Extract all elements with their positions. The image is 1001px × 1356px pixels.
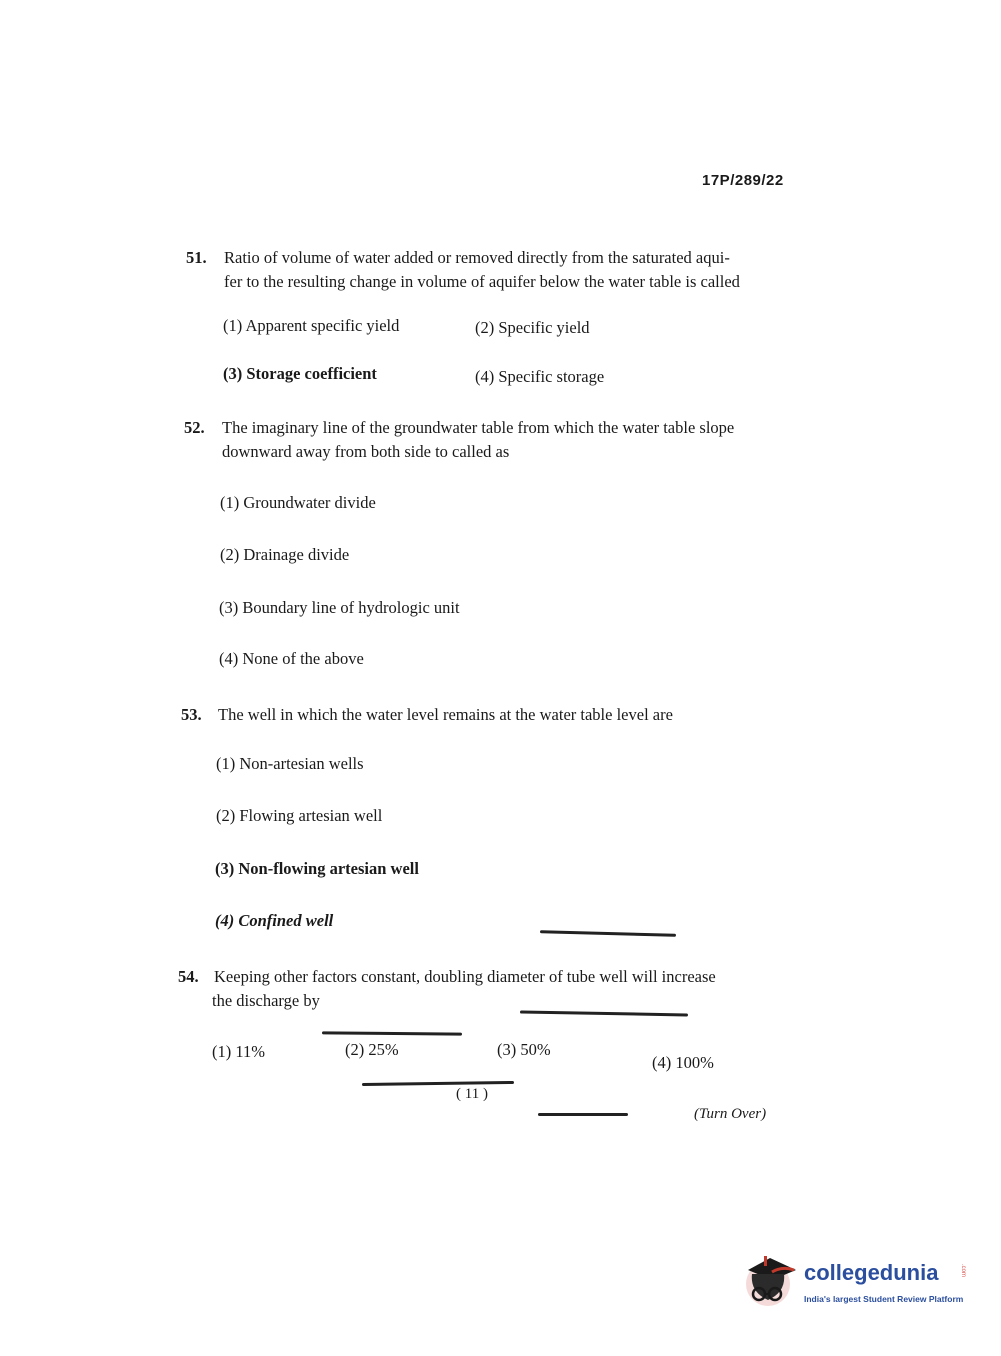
question-52 <box>184 416 804 466</box>
option-52-4: (4) None of the above <box>219 649 364 668</box>
question-number: 52. <box>184 418 205 437</box>
option-53-3: (3) Non-flowing artesian well <box>215 859 419 878</box>
question-51 <box>186 246 806 296</box>
question-text-line2: downward away from both side to called as <box>222 442 510 461</box>
option-54-4: (4) 100% <box>652 1053 714 1072</box>
brand-dotcom: .com <box>960 1264 966 1278</box>
option-53-2: (2) Flowing artesian well <box>216 806 383 825</box>
question-text-line1: Keeping other factors constant, doubling diameter of tube well will increase <box>214 967 716 986</box>
option-51-2: (2) Specific yield <box>475 318 590 337</box>
question-53 <box>181 703 801 729</box>
turn-over-note: (Turn Over) <box>694 1106 767 1122</box>
option-54-1: (1) 11% <box>212 1042 265 1061</box>
page-number: ( 11 ) <box>456 1086 488 1102</box>
mascot-icon <box>742 1250 802 1312</box>
paper-code: 17P/289/22 <box>702 172 784 189</box>
question-text-line1: The well in which the water level remains at the water table level are <box>218 705 673 724</box>
option-51-4: (4) Specific storage <box>475 367 605 386</box>
option-51-1: (1) Apparent specific yield <box>223 316 400 335</box>
option-51-3: (3) Storage coefficient <box>223 364 377 383</box>
collegedunia-watermark <box>742 1250 972 1320</box>
scan-mark <box>540 930 676 937</box>
option-52-2: (2) Drainage divide <box>220 545 350 564</box>
question-54 <box>178 965 798 1015</box>
question-number: 53. <box>181 705 202 724</box>
scan-mark <box>538 1113 628 1116</box>
scan-mark <box>322 1031 462 1035</box>
question-text-line1: Ratio of volume of water added or removed directly from the saturated aqui- <box>224 248 730 267</box>
question-text-line2: fer to the resulting change in volume of aquifer below the water table is called <box>224 272 740 291</box>
option-52-3: (3) Boundary line of hydrologic unit <box>219 598 460 617</box>
scan-mark <box>362 1081 514 1086</box>
question-number: 54. <box>178 967 199 986</box>
option-53-4: (4) Confined well <box>215 911 334 930</box>
option-52-1: (1) Groundwater divide <box>220 493 376 512</box>
question-number: 51. <box>186 248 207 267</box>
question-text-line2: the discharge by <box>212 991 320 1010</box>
option-53-1: (1) Non-artesian wells <box>216 754 364 773</box>
question-text-line1: The imaginary line of the groundwater table from which the water table slope <box>222 418 735 437</box>
brand-name: collegedunia <box>804 1260 939 1285</box>
brand-tagline: India's largest Student Review Platform <box>804 1294 964 1304</box>
option-54-3: (3) 50% <box>497 1040 551 1059</box>
option-54-2: (2) 25% <box>345 1040 399 1059</box>
